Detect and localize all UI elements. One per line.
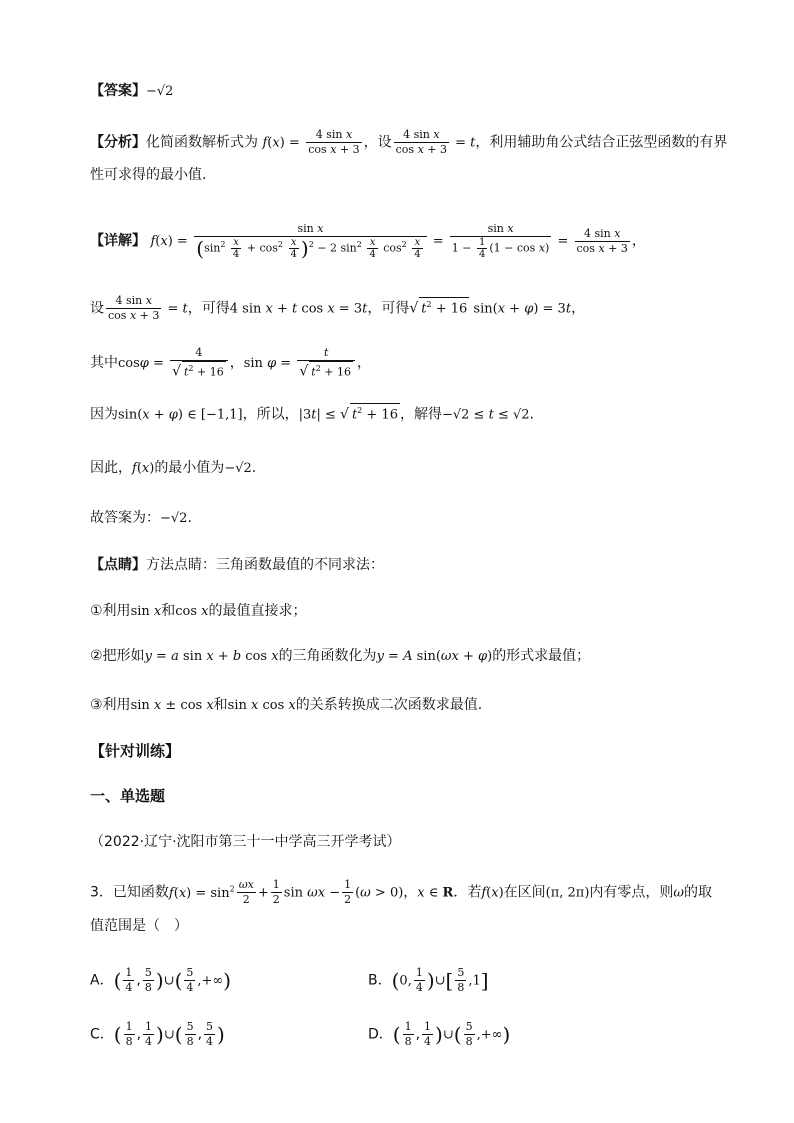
option-a-label: A． bbox=[90, 972, 114, 989]
detail-line-4: 因为sin(x + φ) ∈ [−1,1]，所以，|3t| ≤ √ $t^2 + 16$ ，解得−√2 ≤ t ≤ √2. bbox=[90, 403, 534, 425]
fraction-4sinx-over-cosx3: $\frac{\text{4 sin x}}{\text{cos x + 3}}$ bbox=[308, 128, 360, 156]
question-line-1: 3．已知函数$f(x) = \sin^2$ $\frac{\omega x}{2}$ + $\frac{1}{2}$ sin ωx − $\frac{1}{2}$ (ω > 0)，x ∈ R．若f(x)在区间(π, 2π)内有零点，则ω的取 bbox=[90, 878, 713, 906]
frac-5-8-d: $\frac{5}{8}$ bbox=[465, 1020, 473, 1048]
question-number: 3． bbox=[90, 884, 113, 901]
analysis-text-2: ，设 bbox=[363, 134, 392, 151]
fraction-final: $\frac{\text{4 sin x}}{\text{cos x + 3}}$ bbox=[576, 226, 628, 255]
tip-item-3: ③利用sin x ± cos x和sin x cos x的关系转换成二次函数求最值. bbox=[90, 697, 483, 713]
analysis-label: 【分析】 bbox=[90, 134, 146, 151]
option-c[interactable]: C．( $\frac{1}{8}$ , $\frac{1}{4}$ )∪( $\frac{5}{8}$ , $\frac{5}{4}$ ) bbox=[90, 1020, 225, 1048]
tip-item3b: 和 bbox=[213, 697, 228, 713]
detail-step3a: 因为 bbox=[90, 406, 118, 423]
analysis-text-3: ，利用辅助角公式结合正弦型函数的有界 bbox=[475, 134, 728, 151]
fraction-cosphi: $\frac{4}{√ t^2 + 16}$ bbox=[170, 346, 228, 380]
section-heading: 一、单选题 bbox=[90, 787, 166, 805]
frac-1-8-d: $\frac{1}{8}$ bbox=[404, 1020, 412, 1048]
question-text-3: ．若 bbox=[453, 884, 482, 901]
detail-step4a: 因此， bbox=[90, 460, 132, 476]
frac-1-4-d: $\frac{1}{4}$ bbox=[424, 1020, 432, 1048]
tip-title: 方法点睛：三角函数最值的不同求法： bbox=[146, 557, 384, 573]
training-heading: 【针对训练】 bbox=[90, 742, 181, 760]
detail-line-1: 【详解】 f(x) = sin x ($\sin^2$ $\frac{x}{4}$ + $\cos^2$ $\frac{x}{4}$ )$^2$ − 2 $\sin^2$ $\frac{x}{4}$ $\cos^2$ $\frac{x}{4}$ = sin x 1 − $\frac{1}{4}$ (1 − cos x) = $\frac{\text{4 sin x}}{\text{cos x + 3}}$ ， bbox=[90, 222, 646, 261]
detail-step2: 其中 bbox=[90, 354, 118, 371]
fraction-half: $\frac{1}{2}$ bbox=[272, 878, 280, 906]
tip-item2b: 的三角函数化为 bbox=[278, 648, 377, 664]
option-a[interactable]: A．( $\frac{1}{4}$ , $\frac{5}{8}$ )∪( $\frac{5}{4}$ ,+∞) bbox=[90, 966, 232, 994]
frac-1-8-c: $\frac{1}{8}$ bbox=[125, 1020, 133, 1048]
fraction-omega-x-2: $\frac{\omega x}{2}$ bbox=[238, 878, 254, 906]
detail-label: 【详解】 bbox=[90, 233, 146, 249]
detail-line-2: 设 $\frac{\text{4 sin x}}{\text{cos x + 3}}$ = t，可得4 sin x + t cos x = 3t，可得√ $t^2 + 16$ sin(x + φ) = 3t， bbox=[90, 294, 586, 322]
tip-item1c: 的最值直接求； bbox=[208, 603, 307, 619]
tip-item1a: ①利用 bbox=[90, 603, 131, 619]
tip-item3c: 的关系转换成二次函数求最值. bbox=[295, 697, 483, 713]
frac-5-8-c: $\frac{5}{8}$ bbox=[186, 1020, 194, 1048]
question-text-2: ， bbox=[403, 884, 418, 901]
fraction-simplified: sin x 1 − $\frac{1}{4}$ (1 − cos x) bbox=[451, 222, 550, 260]
tip-label: 【点睛】 bbox=[90, 557, 146, 573]
frac-1-4-c: $\frac{1}{4}$ bbox=[145, 1020, 153, 1048]
tip-item-2: ②把形如y = a sin x + b cos x的三角函数化为y = A sin(ωx + φ)的形式求最值； bbox=[90, 648, 591, 664]
frac-5-4: $\frac{5}{4}$ bbox=[186, 966, 194, 994]
tip-item1b: 和 bbox=[161, 603, 176, 619]
analysis-text-1: 化简函数解析式为 bbox=[146, 134, 258, 151]
frac-1-4-b: $\frac{1}{4}$ bbox=[415, 966, 423, 994]
question-text-4: 在区间 bbox=[503, 884, 546, 901]
option-b[interactable]: B．(0, $\frac{1}{4}$ )∪[ $\frac{5}{8}$ ,1] bbox=[368, 966, 489, 994]
frac-1-4: $\frac{1}{4}$ bbox=[125, 966, 133, 994]
question-text-5: 内有零点，则 bbox=[589, 884, 674, 901]
frac-5-4-c: $\frac{5}{4}$ bbox=[206, 1020, 214, 1048]
detail-step4b: 的最小值为 bbox=[154, 460, 225, 476]
detail-step1b: ，可得 bbox=[187, 300, 230, 317]
fraction-sinphi: $\frac{t}{√ t^2 + 16}$ bbox=[297, 346, 355, 380]
answer-label: 【答案】 bbox=[90, 83, 146, 99]
fraction-half-2: $\frac{1}{2}$ bbox=[344, 878, 352, 906]
tip-item2c: 的形式求最值； bbox=[492, 648, 591, 664]
answer-line bbox=[90, 81, 173, 102]
option-b-label: B． bbox=[368, 972, 392, 989]
detail-step2b: ， bbox=[229, 354, 244, 371]
tip-item3a: ③利用 bbox=[90, 697, 131, 713]
detail-line-3: 其中cosφ = $\frac{4}{√ t^2 + 16}$ ，sin φ = $\frac{t}{√ t^2 + 16}$ ， bbox=[90, 346, 371, 380]
option-d[interactable]: D．( $\frac{1}{8}$ , $\frac{1}{4}$ )∪( $\frac{5}{8}$ ,+∞) bbox=[368, 1020, 511, 1048]
detail-step3c: ，解得 bbox=[399, 406, 442, 423]
detail-line-6: 故答案为：−√2. bbox=[90, 510, 192, 526]
tip-line-title bbox=[90, 555, 384, 575]
fraction-substitution: $\frac{\text{4 sin x}}{\text{cos x + 3}}$ bbox=[395, 128, 447, 156]
question-text-1: 已知函数 bbox=[112, 884, 169, 901]
fraction-t: $\frac{\text{4 sin x}}{\text{cos x + 3}}$ bbox=[108, 294, 160, 322]
detail-line-5: 因此，f(x)的最小值为−√2. bbox=[90, 460, 257, 476]
question-text-6: 的取 bbox=[684, 884, 713, 901]
detail-step5: 故答案为： bbox=[90, 510, 160, 526]
tip-item-1: ①利用sin x和cos x的最值直接求； bbox=[90, 603, 307, 619]
option-c-label: C． bbox=[90, 1026, 114, 1043]
detail-step1c: ，可得 bbox=[367, 300, 410, 317]
question-source: （2022·辽宁·沈阳市第三十一中学高三开学考试） bbox=[90, 834, 401, 850]
detail-step3b: ，所以， bbox=[242, 406, 299, 423]
frac-5-8-b: $\frac{5}{8}$ bbox=[457, 966, 465, 994]
fraction-expanded: sin x ($\sin^2$ $\frac{x}{4}$ + $\cos^2$ $\frac{x}{4}$ )$^2$ − 2 $\sin^2$ $\frac{x}{4}$ $\cos^2$ $\frac{x}{4}$ bbox=[194, 222, 426, 260]
question-line-2: 值范围是（ ） bbox=[90, 918, 188, 934]
analysis-line-2: 性可求得的最小值. bbox=[90, 167, 207, 183]
frac-5-8: $\frac{5}{8}$ bbox=[144, 966, 152, 994]
tip-item2a: ②把形如 bbox=[90, 648, 145, 664]
answer-value: −√2 bbox=[146, 84, 174, 99]
analysis-line-1: 【分析】化简函数解析式为 f(x) = $\frac{\text{4 sin x}}{\text{cos x + 3}}$ ，设 $\frac{\text{4 sin x}}{\text{cos x + 3}}$ = t，利用辅助角公式结合正弦型函数的有界 bbox=[90, 128, 728, 156]
detail-step1: 设 bbox=[90, 300, 104, 317]
option-d-label: D． bbox=[368, 1026, 393, 1043]
